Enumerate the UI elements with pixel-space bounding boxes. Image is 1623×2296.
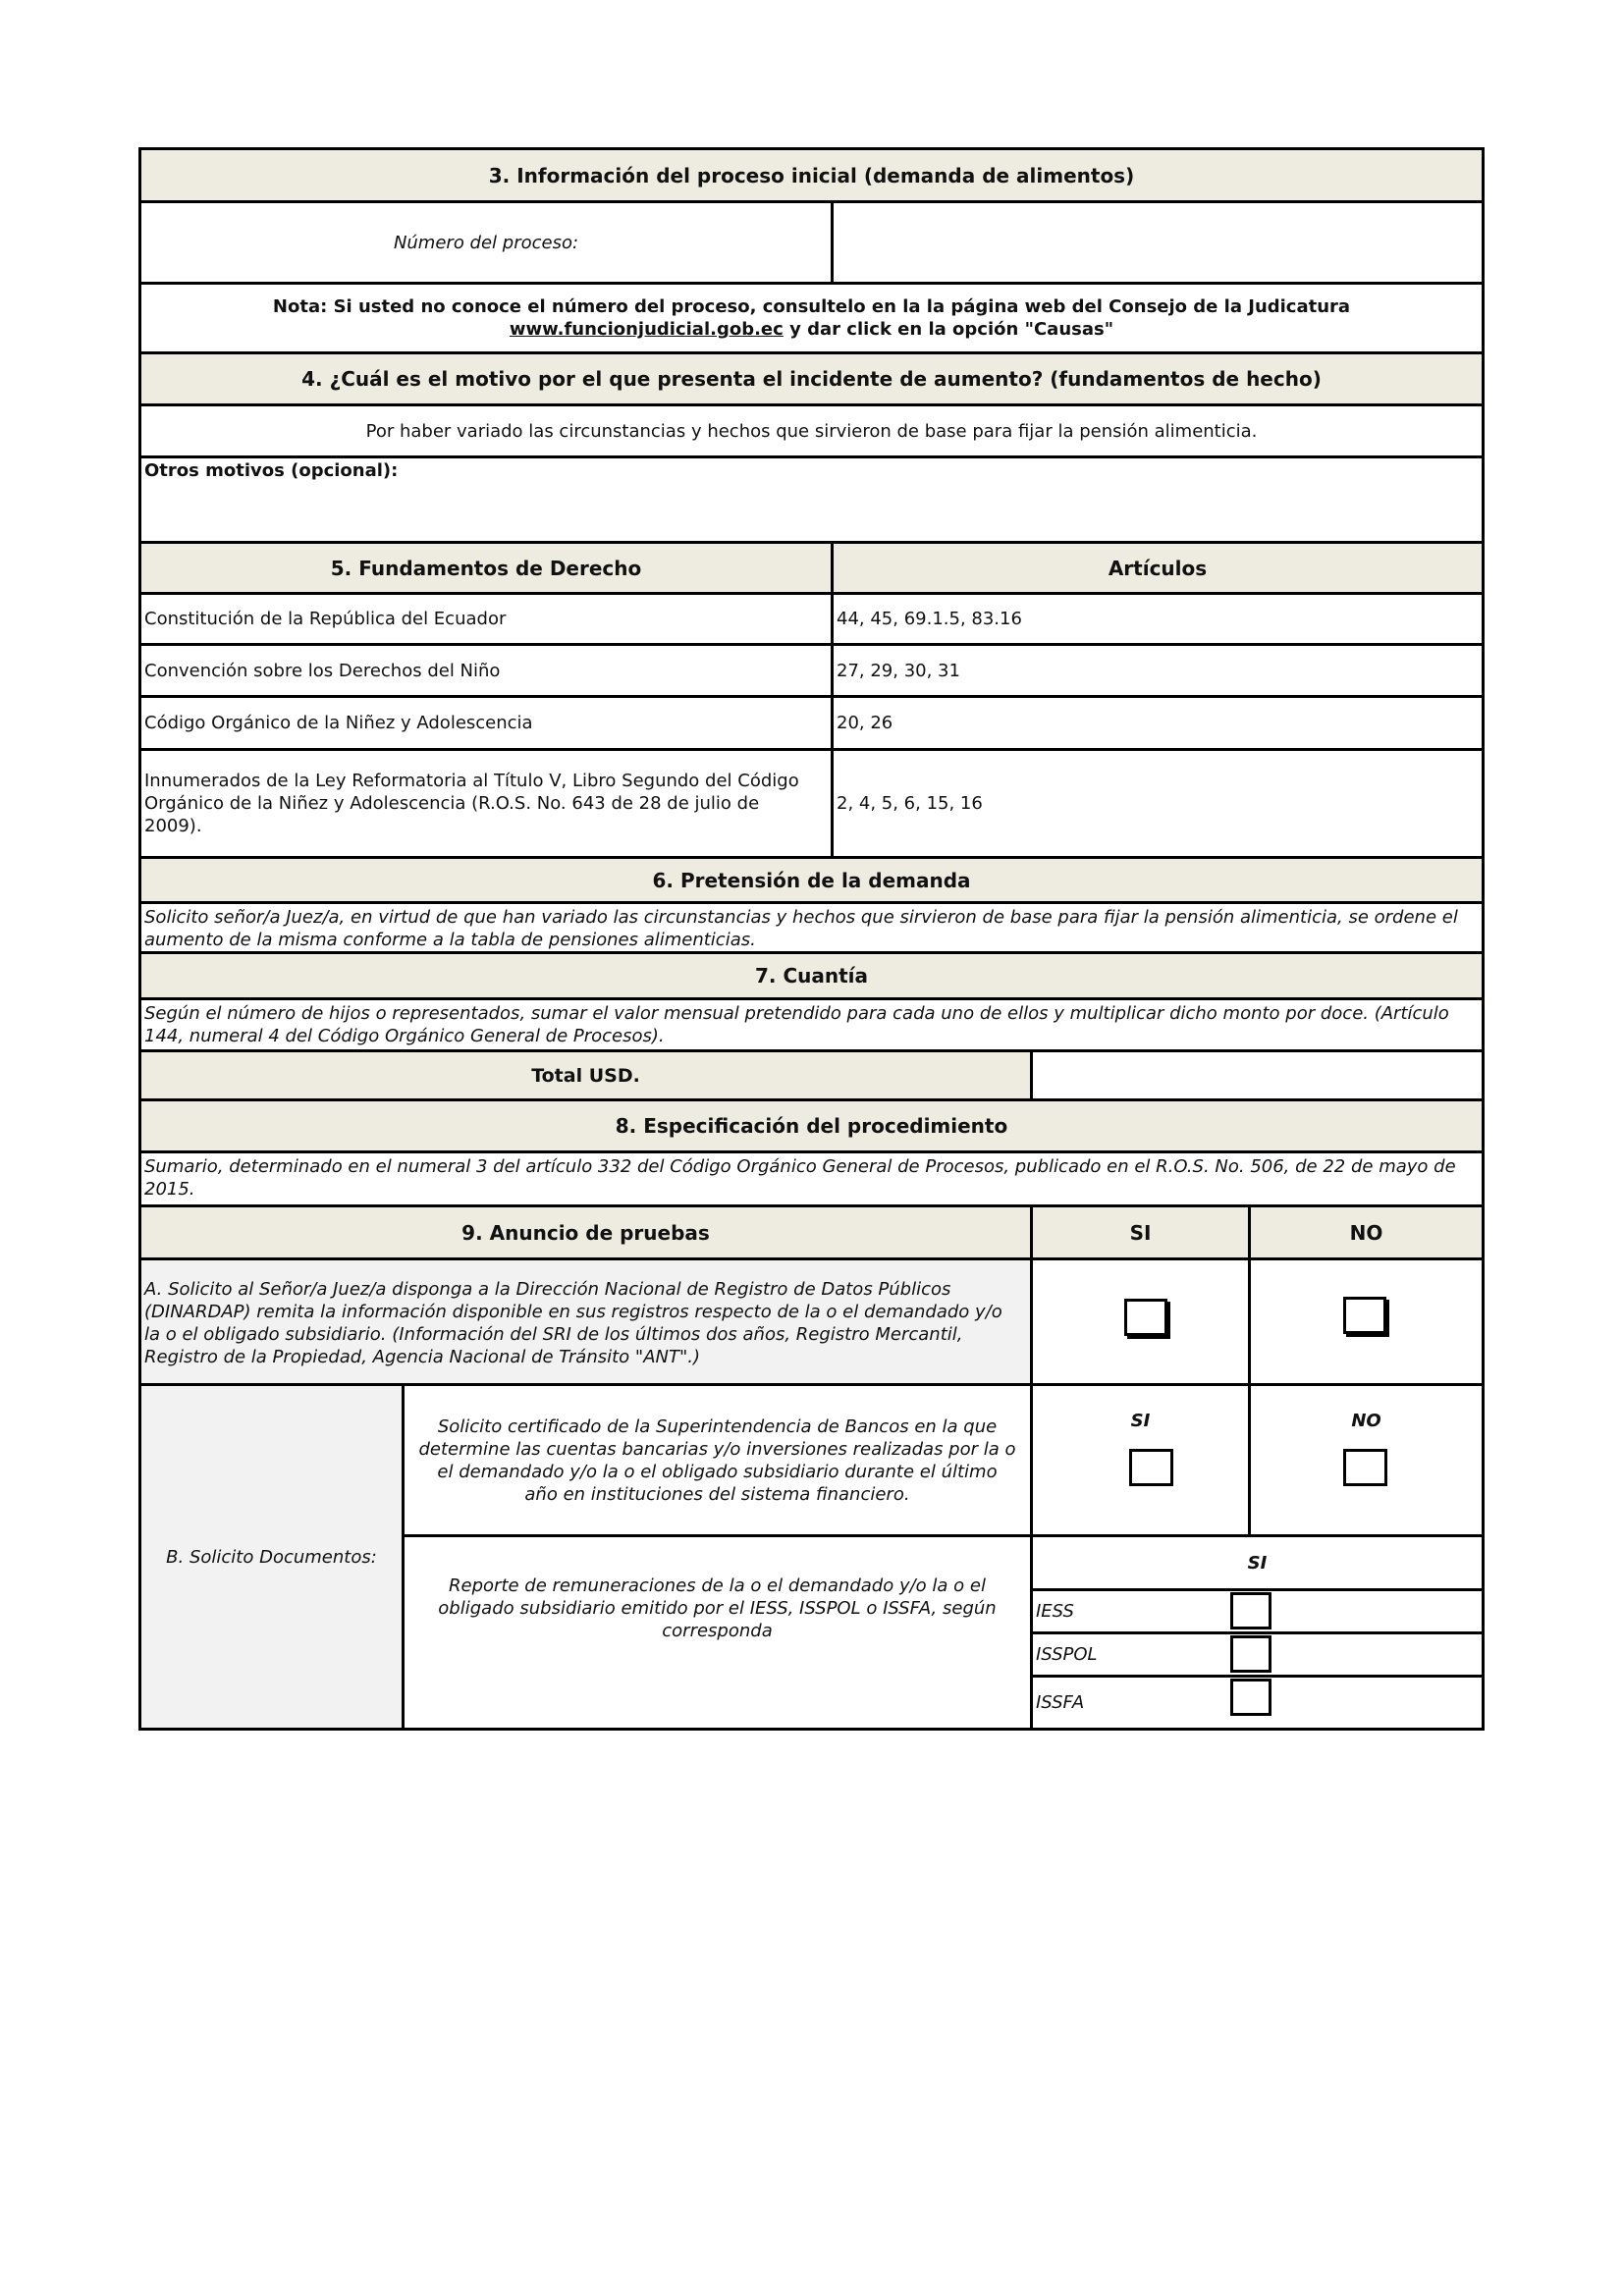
- si-header: [1030, 1204, 1251, 1260]
- section-3-header: [138, 147, 1485, 203]
- prueba-b1-no-checkbox[interactable]: [1343, 1449, 1387, 1486]
- nota-line1: Nota: Si usted no conoce el número del proceso, consultelo en la la página web del Consejo de la Judicatura: [272, 296, 1351, 317]
- nota-cell: [138, 282, 1485, 354]
- prueba-b2-si-header: [1030, 1534, 1485, 1591]
- articulos-text: 20, 26: [837, 713, 893, 733]
- total-usd-label-cell: [138, 1049, 1033, 1101]
- numero-proceso-field[interactable]: [831, 200, 1485, 285]
- prueba-b1-cell: [402, 1383, 1033, 1537]
- isspol-checkbox[interactable]: [1230, 1635, 1271, 1673]
- pretension-cell: [138, 901, 1485, 954]
- articulos-cell: [831, 643, 1485, 698]
- institucion-label: ISSFA: [1036, 1692, 1085, 1713]
- procedimiento-cell: [138, 1150, 1485, 1207]
- total-usd-label: Total USD.: [531, 1064, 640, 1087]
- norma-cell: [138, 643, 834, 698]
- solicito-documentos-cell: [138, 1383, 405, 1731]
- funcion-judicial-link[interactable]: www.funcionjudicial.gob.ec: [509, 319, 784, 340]
- section-5-header: [138, 541, 834, 595]
- institucion-label: ISSPOL: [1036, 1644, 1098, 1665]
- otros-motivos-label: Otros motivos (opcional):: [144, 460, 399, 481]
- motivo-text: Por haber variado las circunstancias y hechos que sirvieron de base para fijar la pensión alimenticia.: [365, 420, 1258, 442]
- prueba-b1-text: Solicito certificado de la Superintendencia de Bancos en la que determine las cuentas bancarias y/o inversiones realizadas por la o el demandado y/o la o el obligado subsidiario durante el último año en instituciones del sistema financiero.: [418, 1415, 1016, 1505]
- section-8-title: 8. Especificación del procedimiento: [615, 1114, 1008, 1138]
- cuantia-cell: [138, 997, 1485, 1052]
- numero-proceso-label-cell: [138, 200, 834, 285]
- section-7-header: [138, 951, 1485, 1000]
- prueba-a-text: A. Solicito al Señor/a Juez/a disponga a la Dirección Nacional de Registro de Datos Públicos (DINARDAP) remita la información disponible en sus registros respecto de la o el demandado y/o la o el obligado subsidiario. (Información del SRI de los últimos dos años, Registro Mercantil, Registro de la Propiedad, Agencia Nacional de Tránsito "ANT".): [144, 1279, 1002, 1367]
- norma-text: Código Orgánico de la Niñez y Adolescencia: [144, 713, 533, 733]
- prueba-b1-no-label: NO: [1351, 1411, 1381, 1431]
- pretension-text: Solicito señor/a Juez/a, en virtud de que han variado las circunstancias y hechos que sirvieron de base para fijar la pensión alimenticia, se ordene el aumento de la misma conforme a la tabla de pensiones alimenticias.: [144, 907, 1458, 950]
- articulos-text: 27, 29, 30, 31: [837, 660, 960, 681]
- section-4-title: 4. ¿Cuál es el motivo por el que presenta el incidente de aumento? (fundamentos de hecho): [301, 367, 1322, 391]
- si-label: SI: [1129, 1220, 1152, 1245]
- norma-cell: [138, 592, 834, 646]
- issfa-checkbox[interactable]: [1230, 1679, 1271, 1716]
- prueba-b1-si-label: SI: [1130, 1411, 1151, 1431]
- section-5-title: 5. Fundamentos de Derecho: [330, 556, 642, 580]
- iess-checkbox[interactable]: [1230, 1592, 1271, 1629]
- prueba-a-si-checkbox[interactable]: [1124, 1299, 1167, 1336]
- no-header: [1248, 1204, 1485, 1260]
- no-label: NO: [1349, 1220, 1383, 1245]
- prueba-a-no-checkbox[interactable]: [1343, 1297, 1386, 1334]
- procedimiento-text: Sumario, determinado en el numeral 3 del artículo 332 del Código Orgánico General de Procesos, publicado en el R.O.S. No. 506, de 22 de mayo de 2015.: [144, 1156, 1456, 1200]
- prueba-b2-si-label: SI: [1247, 1552, 1268, 1574]
- otros-motivos-field[interactable]: [138, 455, 1485, 544]
- articulos-cell: [831, 592, 1485, 646]
- articulos-text: 44, 45, 69.1.5, 83.16: [837, 609, 1022, 629]
- prueba-a-cell: [138, 1257, 1033, 1386]
- articulos-text: 2, 4, 5, 6, 15, 16: [837, 793, 983, 814]
- cuantia-text: Según el número de hijos o representados, sumar el valor mensual pretendido para cada uno de ellos y multiplicar dicho monto por doce. (Artículo 144, numeral 4 del Código Orgánico General de Procesos).: [144, 1003, 1449, 1046]
- section-6-title: 6. Pretensión de la demanda: [652, 868, 971, 892]
- section-9-title: 9. Anuncio de pruebas: [461, 1220, 710, 1245]
- prueba-b2-cell: [402, 1534, 1033, 1731]
- norma-cell: [138, 695, 834, 751]
- articulos-header: [831, 541, 1485, 595]
- norma-text: Constitución de la República del Ecuador: [144, 609, 507, 629]
- norma-text: Innumerados de la Ley Reformatoria al Título V, Libro Segundo del Código Orgánico de la Niñez y Adolescencia (R.O.S. No. 643 de 28 de julio de 2009).: [144, 771, 799, 836]
- section-4-header: [138, 351, 1485, 406]
- prueba-b1-si-checkbox[interactable]: [1129, 1449, 1173, 1486]
- numero-proceso-label: Número del proceso:: [393, 232, 579, 253]
- articulos-cell: [831, 695, 1485, 751]
- articulos-title: Artículos: [1108, 556, 1208, 580]
- institucion-label: IESS: [1036, 1601, 1074, 1622]
- section-6-header: [138, 856, 1485, 904]
- prueba-b2-text: Reporte de remuneraciones de la o el demandado y/o la o el obligado subsidiario emitido por el IESS, ISSPOL o ISSFA, según corresponda: [438, 1575, 997, 1641]
- section-8-header: [138, 1098, 1485, 1153]
- section-3-title: 3. Información del proceso inicial (demanda de alimentos): [488, 163, 1135, 187]
- articulos-cell: [831, 748, 1485, 859]
- section-7-title: 7. Cuantía: [754, 964, 869, 988]
- nota-line2: y dar click en la opción "Causas": [783, 319, 1114, 340]
- solicito-documentos-label: B. Solicito Documentos:: [166, 1546, 377, 1568]
- motivo-cell: [138, 403, 1485, 458]
- section-9-header: [138, 1204, 1033, 1260]
- norma-cell: [138, 748, 834, 859]
- total-usd-field[interactable]: [1030, 1049, 1485, 1101]
- norma-text: Convención sobre los Derechos del Niño: [144, 660, 501, 681]
